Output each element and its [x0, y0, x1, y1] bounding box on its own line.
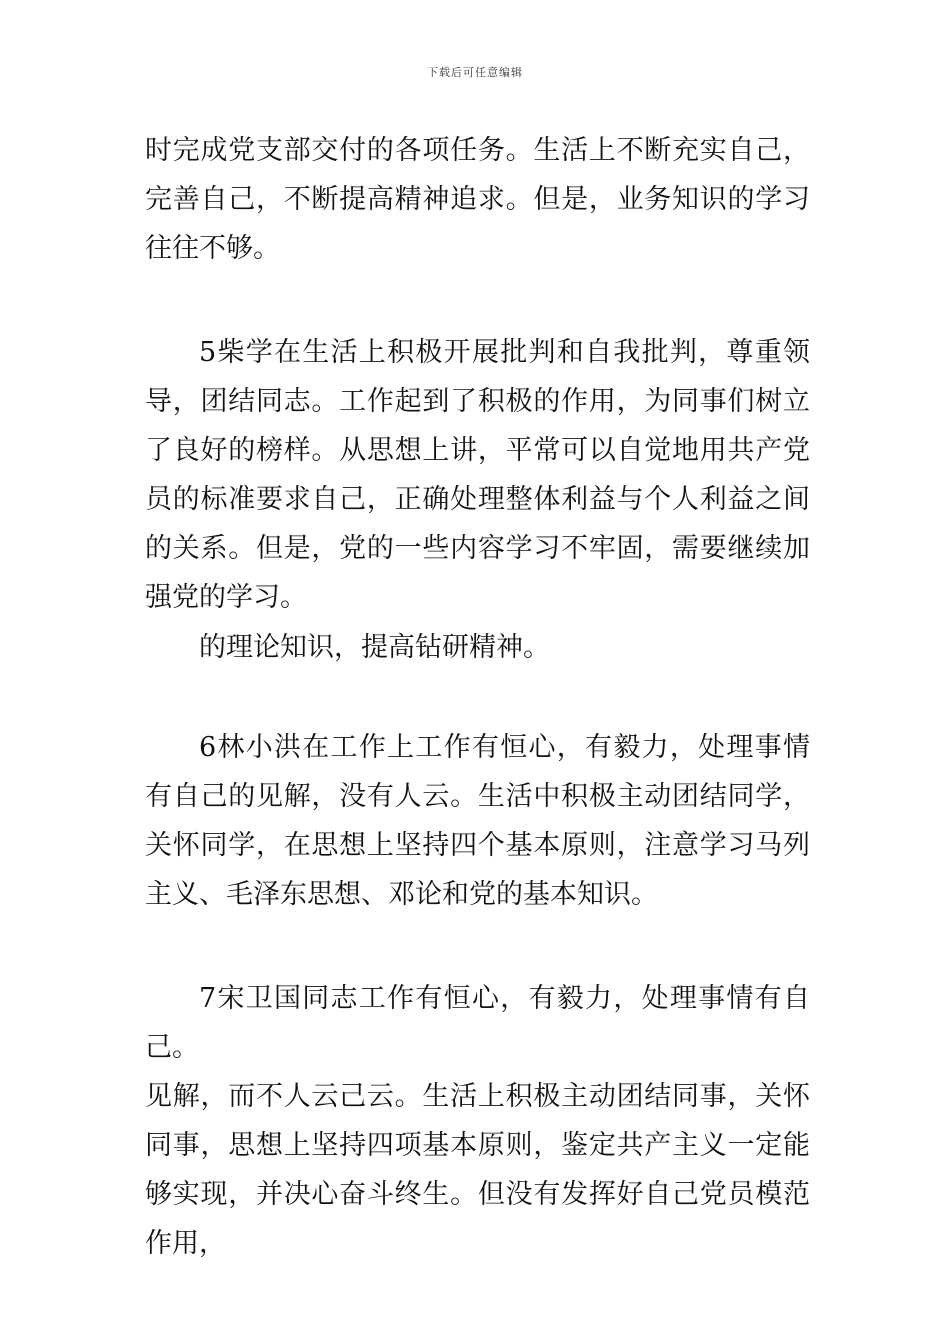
paragraph-3: 的理论知识，提高钻研精神。	[199, 632, 550, 663]
paragraph-2: 5柴学在生活上积极开展批判和自我批判，尊重领导，团结同志。工作起到了积极的作用，为同事们树立了良好的榜样。从思想上讲，平常可以自觉地用共产党员的标准要求自己，正确处理整体利益与个人利益之间的关系。但是，党的一些内容学习不牢固，需要继续加强党的学习。	[145, 337, 810, 613]
page-header: 下载后可任意编辑	[427, 66, 523, 79]
paragraph-5: 7宋卫国同志工作有恒心，有毅力，处理事情有自己。	[145, 983, 810, 1063]
paragraph-4: 6林小洪在工作上工作有恒心，有毅力，处理事情有自己的见解，没有人云。生活中积极主动团结同学，关怀同学，在思想上坚持四个基本原则，注意学习马列主义、毛泽东思想、邓论和党的基本知识。	[145, 732, 810, 910]
paragraph-1: 时完成党支部交付的各项任务。生活上不断充实自己，完善自己，不断提高精神追求。但是，业务知识的学习往往不够。	[145, 135, 810, 264]
paragraph-6: 见解，而不人云己云。生活上积极主动团结同事，关怀同事，思想上坚持四项基本原则，鉴定共产主义一定能够实现，并决心奋斗终生。但没有发挥好自己党员模范作用，	[145, 1081, 810, 1259]
